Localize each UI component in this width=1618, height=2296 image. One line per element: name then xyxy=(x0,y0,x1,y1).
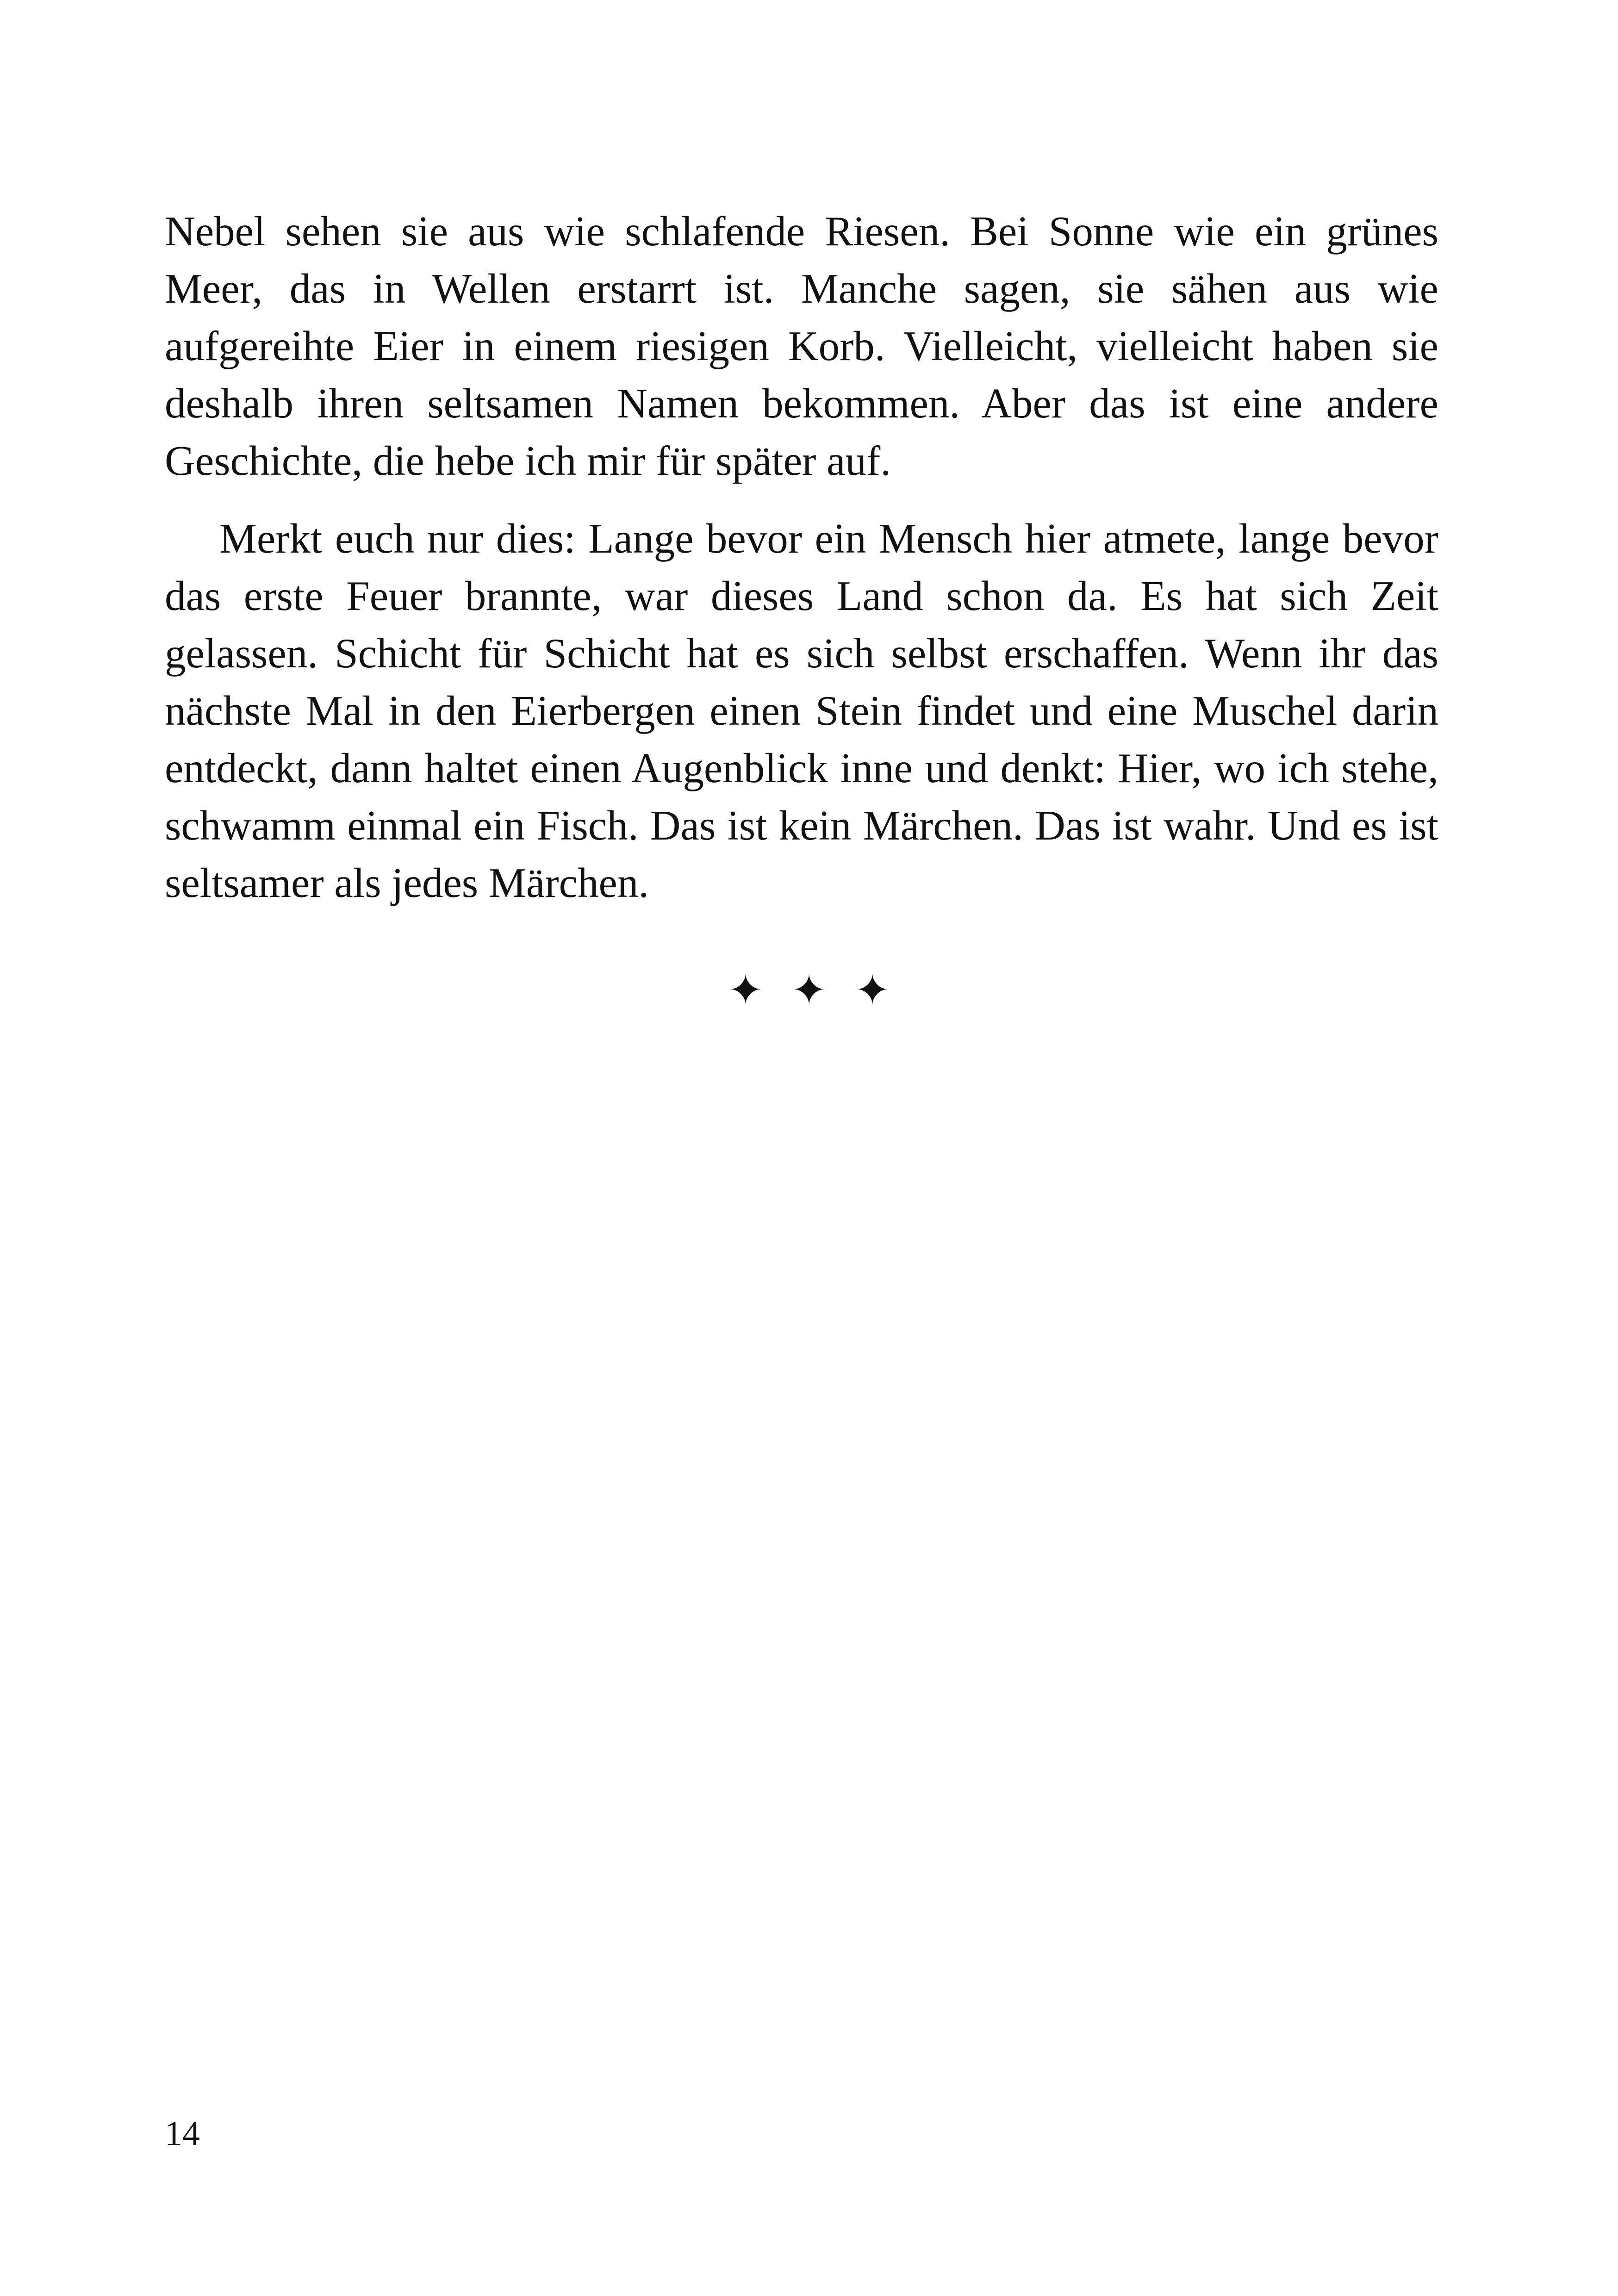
paragraph-2: Merkt euch nur dies: Lange bevor ein Mensch hier atmete, lange bevor das erste Feuer brannte, war dieses Land schon da. Es hat sich Zeit gelassen. Schicht für Schicht hat es sich selbst erschaffen. Wenn ihr das nächste Mal in den Eierbergen einen Stein findet und eine Muschel darin entdeckt, dann haltet einen Augenblick inne und denkt: Hier, wo ich stehe, schwamm einmal ein Fisch. Das ist kein Märchen. Das ist wahr. Und es ist seltsamer als jedes Märchen. xyxy=(165,515,1438,906)
page-number: 14 xyxy=(165,2114,200,2153)
body-text xyxy=(165,203,1438,912)
section-separator-stars: ✦✦✦ xyxy=(728,965,918,1015)
paragraph-1: Nebel sehen sie aus wie schlafende Riesen. Bei Sonne wie ein grünes Meer, das in Wellen erstarrt ist. Manche sagen, sie sähen aus wie aufgereihte Eier in einem riesigen Korb. Vielleicht, vielleicht haben sie deshalb ihren seltsamen Namen bekommen. Aber das ist eine andere Geschichte, die hebe ich mir für später auf. xyxy=(165,208,1438,484)
